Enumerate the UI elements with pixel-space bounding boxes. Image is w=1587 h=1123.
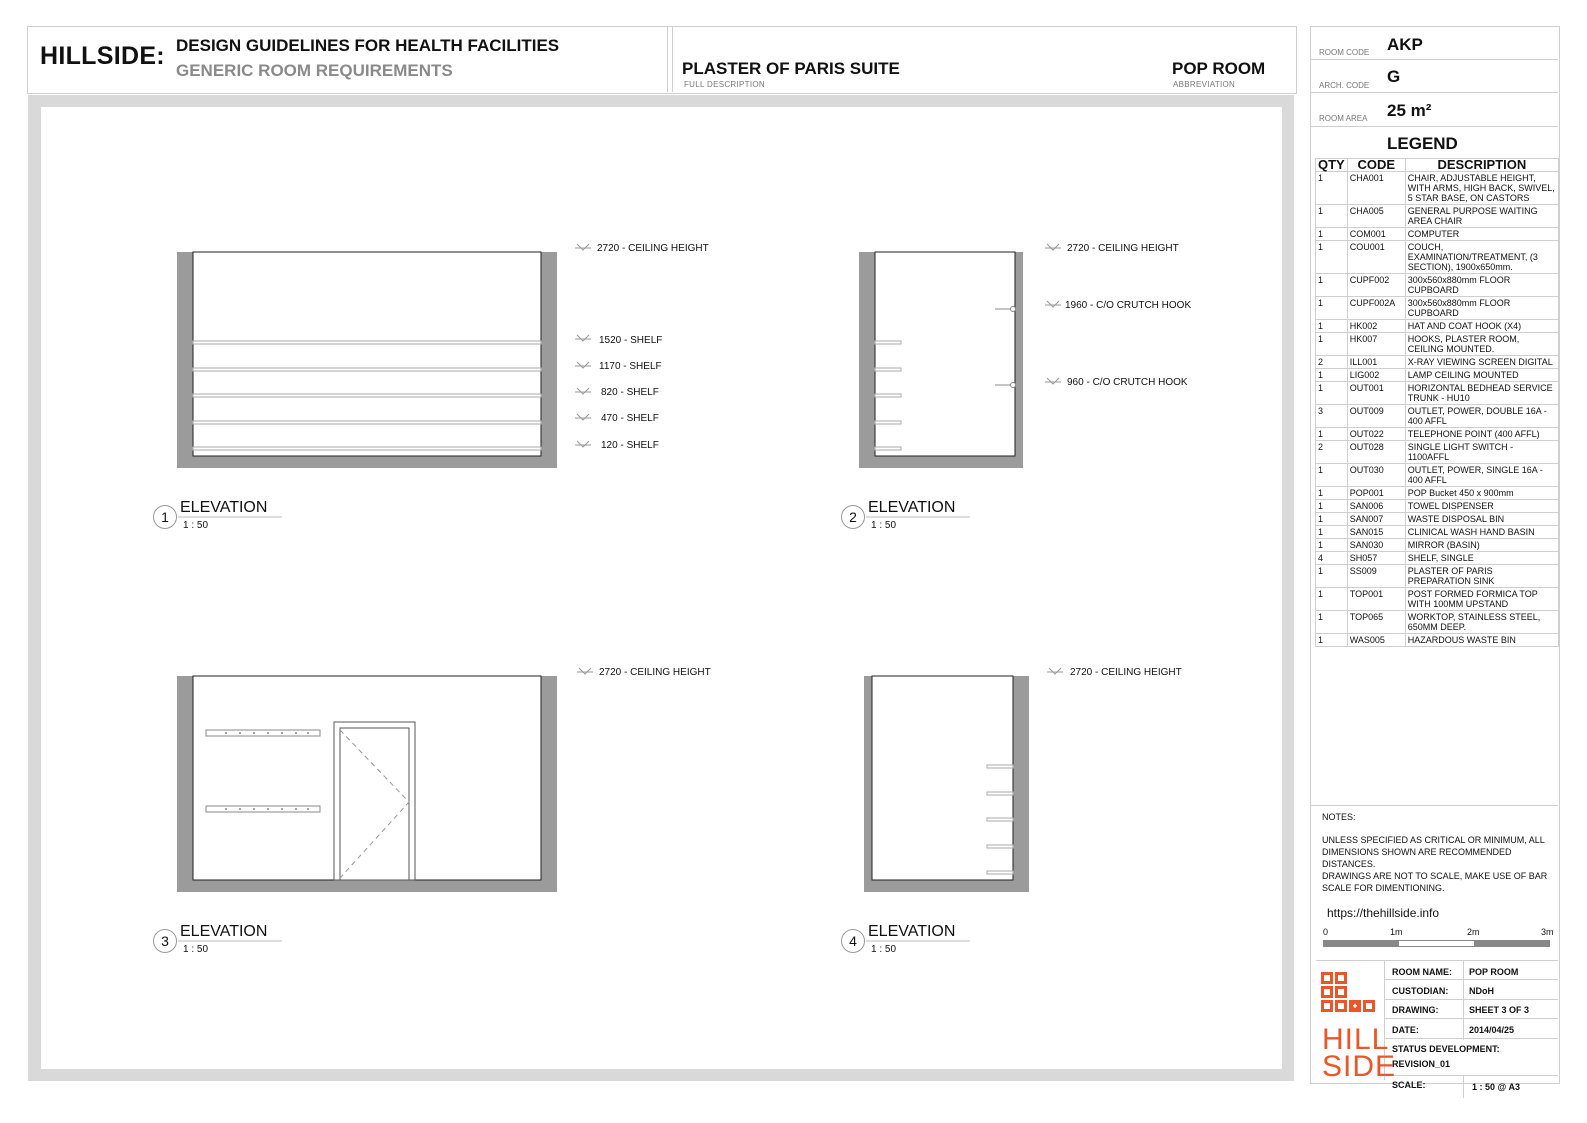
legend-description: PLASTER OF PARIS PREPARATION SINK — [1405, 565, 1558, 588]
legend-row — [1316, 241, 1559, 274]
level-label: 2720 - CEILING HEIGHT — [1070, 667, 1182, 678]
legend-qty: 1 — [1316, 634, 1348, 647]
level-label: 2720 - CEILING HEIGHT — [597, 243, 709, 254]
legend-body — [1316, 172, 1559, 647]
legend-code: OUT022 — [1347, 428, 1405, 441]
legend-description: 300x560x880mm FLOOR CUPBOARD — [1405, 297, 1558, 320]
notes-paragraph: UNLESS SPECIFIED AS CRITICAL OR MINIMUM, ALL DIMENSIONS SHOWN ARE RECOMMENDED DISTANCES. — [1322, 835, 1545, 869]
legend-code: CUPF002A — [1347, 297, 1405, 320]
floor-slab — [859, 456, 1023, 468]
legend-description: COUCH, EXAMINATION/TREATMENT, (3 SECTION), 1900x650mm. — [1405, 241, 1558, 274]
custodian-label: CUSTODIAN: — [1392, 986, 1449, 996]
legend-description: X-RAY VIEWING SCREEN DIGITAL — [1405, 356, 1558, 369]
legend-row — [1316, 172, 1559, 205]
legend-qty: 1 — [1316, 382, 1348, 405]
elevation-4-drawing — [864, 676, 1029, 892]
room-name-label: ROOM NAME: — [1392, 967, 1452, 977]
legend-description: GENERAL PURPOSE WAITING AREA CHAIR — [1405, 205, 1558, 228]
legend-qty: 1 — [1316, 526, 1348, 539]
legend-code: CHA005 — [1347, 205, 1405, 228]
full-description-label: FULL DESCRIPTION — [684, 80, 765, 89]
notes-paragraph: DRAWINGS ARE NOT TO SCALE, MAKE USE OF BAR SCALE FOR DIMENTIONING. — [1322, 871, 1548, 893]
elevation-label: ELEVATION — [180, 923, 268, 940]
legend-code: SH057 — [1347, 552, 1405, 565]
legend-header-qty: QTY — [1316, 159, 1348, 172]
legend-description: HORIZONTAL BEDHEAD SERVICE TRUNK - HU10 — [1405, 382, 1558, 405]
legend-code: LIG002 — [1347, 369, 1405, 382]
level-label: 1520 - SHELF — [599, 335, 663, 346]
status: REVISION_01 — [1392, 1059, 1451, 1069]
legend-code: CUPF002 — [1347, 274, 1405, 297]
legend-code: TOP065 — [1347, 611, 1405, 634]
legend-row — [1316, 441, 1559, 464]
legend-description: POST FORMED FORMICA TOP WITH 100MM UPSTAND — [1405, 588, 1558, 611]
legend-qty: 2 — [1316, 441, 1348, 464]
website-link[interactable]: https://thehillside.info — [1327, 906, 1440, 920]
legend-qty: 2 — [1316, 356, 1348, 369]
floor-slab — [864, 880, 1029, 892]
room-code: AKP — [1387, 35, 1423, 54]
legend-row — [1316, 464, 1559, 487]
level-label: 1170 - SHELF — [599, 361, 662, 372]
legend-row — [1316, 320, 1559, 333]
legend-row — [1316, 565, 1559, 588]
status-label: STATUS DEVELOPMENT: — [1392, 1044, 1500, 1054]
drawing-sheet-number: SHEET 3 OF 3 — [1469, 1005, 1530, 1015]
level-label: 960 - C/O CRUTCH HOOK — [1067, 377, 1188, 388]
legend-qty: 1 — [1316, 565, 1348, 588]
legend-code: OUT009 — [1347, 405, 1405, 428]
legend-code: TOP001 — [1347, 588, 1405, 611]
legend-title: LEGEND — [1387, 134, 1458, 153]
legend-code: OUT001 — [1347, 382, 1405, 405]
scale-label: SCALE: — [1392, 1080, 1426, 1090]
drawing-label: DRAWING: — [1392, 1005, 1439, 1015]
legend-qty: 1 — [1316, 369, 1348, 382]
legend-description: LAMP CEILING MOUNTED — [1405, 369, 1558, 382]
arch-code: G — [1387, 67, 1401, 86]
elevation-label: ELEVATION — [868, 923, 956, 940]
legend-description: 300x560x880mm FLOOR CUPBOARD — [1405, 274, 1558, 297]
elevation-1-drawing — [177, 252, 557, 468]
elevation-label: ELEVATION — [868, 499, 956, 516]
legend-qty: 1 — [1316, 297, 1348, 320]
legend-row — [1316, 539, 1559, 552]
legend-code: HK007 — [1347, 333, 1405, 356]
scale-tick: 1m — [1390, 927, 1403, 937]
legend-qty: 1 — [1316, 228, 1348, 241]
level-label: 120 - SHELF — [601, 440, 659, 451]
room-area: 25 m² — [1387, 101, 1432, 120]
legend-row — [1316, 297, 1559, 320]
legend-header-row — [1316, 159, 1559, 172]
full-description: PLASTER OF PARIS SUITE — [682, 59, 900, 78]
legend-qty: 4 — [1316, 552, 1348, 565]
legend-qty: 1 — [1316, 611, 1348, 634]
legend-description: COMPUTER — [1405, 228, 1558, 241]
wall-left — [177, 252, 193, 468]
arch-code-label: ARCH. CODE — [1319, 81, 1370, 90]
elevation-number: 4 — [841, 929, 865, 953]
scale-tick: 0 — [1323, 927, 1329, 937]
elevation-3-drawing — [177, 676, 557, 892]
legend-code: SS009 — [1347, 565, 1405, 588]
legend-qty: 1 — [1316, 428, 1348, 441]
legend-description: WASTE DISPOSAL BIN — [1405, 513, 1558, 526]
legend-row — [1316, 428, 1559, 441]
legend-code: COM001 — [1347, 228, 1405, 241]
legend-qty: 1 — [1316, 500, 1348, 513]
legend-description: SINGLE LIGHT SWITCH - 1100AFFL — [1405, 441, 1558, 464]
legend-description: OUTLET, POWER, DOUBLE 16A - 400 AFFL — [1405, 405, 1558, 428]
legend-row — [1316, 228, 1559, 241]
wall-left — [177, 676, 193, 892]
level-label: 2720 - CEILING HEIGHT — [1067, 243, 1179, 254]
legend-qty: 1 — [1316, 588, 1348, 611]
legend-qty: 1 — [1316, 205, 1348, 228]
room-name: POP ROOM — [1469, 967, 1519, 977]
elevation-scale: 1 : 50 — [183, 944, 209, 955]
legend-row — [1316, 526, 1559, 539]
legend-qty: 1 — [1316, 487, 1348, 500]
legend-table — [1315, 158, 1559, 647]
elevation-scale: 1 : 50 — [871, 520, 897, 531]
legend-description: HAT AND COAT HOOK (X4) — [1405, 320, 1558, 333]
legend-qty: 1 — [1316, 320, 1348, 333]
abbreviation-label: ABBREVIATION — [1173, 80, 1236, 89]
scale: 1 : 50 @ A3 — [1472, 1082, 1520, 1092]
floor-slab — [177, 880, 557, 892]
legend-row — [1316, 588, 1559, 611]
legend-row — [1316, 382, 1559, 405]
elevation-label: ELEVATION — [180, 499, 268, 516]
level-label: 1960 - C/O CRUTCH HOOK — [1065, 300, 1192, 311]
legend-qty: 3 — [1316, 405, 1348, 428]
legend-description: MIRROR (BASIN) — [1405, 539, 1558, 552]
legend-qty: 1 — [1316, 333, 1348, 356]
legend-row — [1316, 611, 1559, 634]
legend-row — [1316, 552, 1559, 565]
elevation-number: 2 — [841, 505, 865, 529]
legend-code: SAN015 — [1347, 526, 1405, 539]
legend-description: HAZARDOUS WASTE BIN — [1405, 634, 1558, 647]
legend-row — [1316, 487, 1559, 500]
elevation-number: 3 — [153, 929, 177, 953]
scale-tick: 2m — [1467, 927, 1480, 937]
custodian: NDoH — [1469, 986, 1494, 996]
date: 2014/04/25 — [1469, 1025, 1515, 1035]
legend-description: TELEPHONE POINT (400 AFFL) — [1405, 428, 1558, 441]
legend-code: HK002 — [1347, 320, 1405, 333]
elevation-number: 1 — [153, 505, 177, 529]
legend-row — [1316, 205, 1559, 228]
scale-bar — [1323, 940, 1550, 947]
wall-right — [541, 252, 557, 468]
legend-qty: 1 — [1316, 172, 1348, 205]
legend-row — [1316, 634, 1559, 647]
legend-row — [1316, 513, 1559, 526]
legend-row — [1316, 369, 1559, 382]
wall-left — [859, 252, 875, 468]
floor-slab — [177, 456, 557, 468]
legend-header-description: DESCRIPTION — [1405, 159, 1558, 172]
level-label: 470 - SHELF — [601, 413, 659, 424]
legend-code: POP001 — [1347, 487, 1405, 500]
wall-right — [541, 676, 557, 892]
legend-qty: 1 — [1316, 513, 1348, 526]
room-code-label: ROOM CODE — [1319, 48, 1370, 57]
legend-code: ILL001 — [1347, 356, 1405, 369]
legend-code: SAN006 — [1347, 500, 1405, 513]
notes-heading: NOTES: — [1322, 812, 1356, 822]
legend-row — [1316, 405, 1559, 428]
level-label: 820 - SHELF — [601, 387, 659, 398]
date-label: DATE: — [1392, 1025, 1419, 1035]
wall-right — [1013, 676, 1029, 892]
legend-code: OUT028 — [1347, 441, 1405, 464]
legend-code: WAS005 — [1347, 634, 1405, 647]
legend-description: OUTLET, POWER, SINGLE 16A - 400 AFFL — [1405, 464, 1558, 487]
level-label: 2720 - CEILING HEIGHT — [599, 667, 711, 678]
legend-code: COU001 — [1347, 241, 1405, 274]
hillside-logo-icon — [1319, 968, 1381, 1028]
legend-row — [1316, 356, 1559, 369]
legend-qty: 1 — [1316, 241, 1348, 274]
legend-description: HOOKS, PLASTER ROOM, CEILING MOUNTED. — [1405, 333, 1558, 356]
legend-code: CHA001 — [1347, 172, 1405, 205]
document-title: DESIGN GUIDELINES FOR HEALTH FACILITIES — [176, 36, 560, 55]
legend-header-code: CODE — [1347, 159, 1405, 172]
scale-tick: 3m — [1541, 927, 1554, 937]
legend-row — [1316, 274, 1559, 297]
door — [334, 722, 415, 880]
legend-qty: 1 — [1316, 539, 1348, 552]
elevation-scale: 1 : 50 — [871, 944, 897, 955]
legend-description: CHAIR, ADJUSTABLE HEIGHT, WITH ARMS, HIGH BACK, SWIVEL, 5 STAR BASE, ON CASTORS — [1405, 172, 1558, 205]
wall-right — [1015, 252, 1023, 468]
room-area-label: ROOM AREA — [1319, 114, 1368, 123]
logo-text: HILL — [1322, 1023, 1390, 1056]
legend-description: CLINICAL WASH HAND BASIN — [1405, 526, 1558, 539]
legend-description: SHELF, SINGLE — [1405, 552, 1558, 565]
legend-qty: 1 — [1316, 274, 1348, 297]
elevation-2-drawing — [859, 252, 1023, 468]
legend-description: TOWEL DISPENSER — [1405, 500, 1558, 513]
legend-code: SAN030 — [1347, 539, 1405, 552]
elevation-scale: 1 : 50 — [183, 520, 209, 531]
legend-row — [1316, 333, 1559, 356]
legend-qty: 1 — [1316, 464, 1348, 487]
brand-title: HILLSIDE: — [40, 42, 165, 70]
document-subtitle: GENERIC ROOM REQUIREMENTS — [176, 61, 453, 80]
legend-code: OUT030 — [1347, 464, 1405, 487]
wall-left — [864, 676, 872, 892]
legend-row — [1316, 500, 1559, 513]
legend-code: SAN007 — [1347, 513, 1405, 526]
legend-description: WORKTOP, STAINLESS STEEL, 650MM DEEP. — [1405, 611, 1558, 634]
legend-description: POP Bucket 450 x 900mm — [1405, 487, 1558, 500]
logo-text: SIDE — [1322, 1050, 1397, 1083]
abbreviation: POP ROOM — [1172, 59, 1266, 78]
